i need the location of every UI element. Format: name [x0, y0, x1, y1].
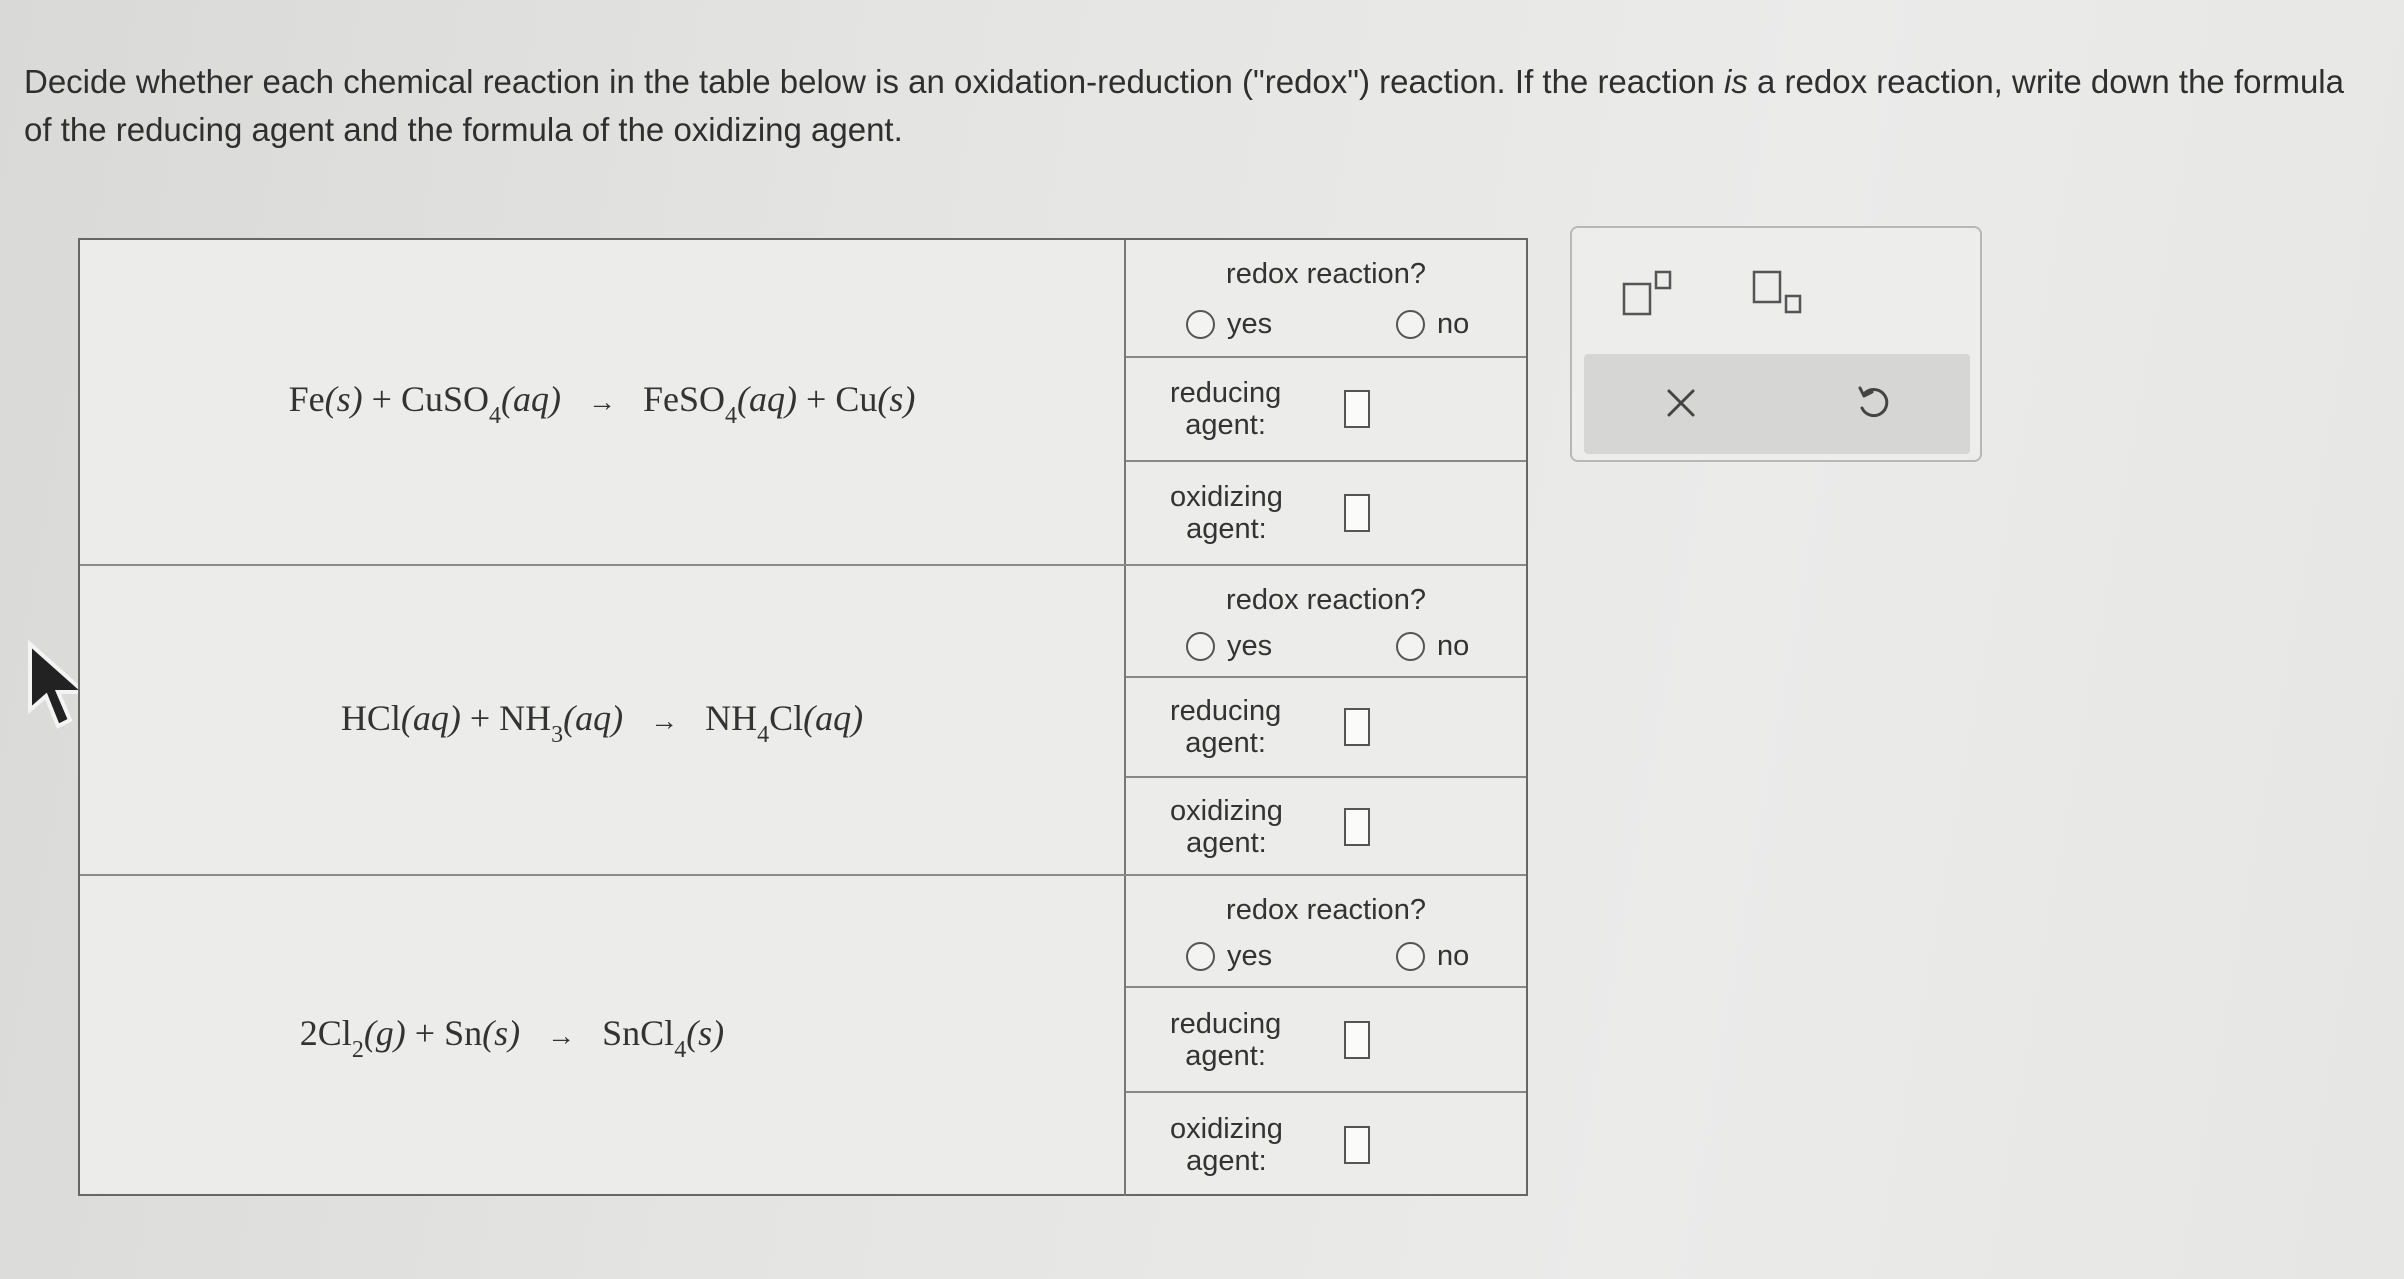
radio-button[interactable]: [1396, 942, 1425, 971]
redox-yes-option-2[interactable]: yes: [1186, 630, 1272, 663]
close-icon[interactable]: [1656, 378, 1706, 428]
reducing-agent-row-2: [1126, 678, 1526, 778]
reducing-agent-row-1: [1126, 358, 1526, 462]
equation-cell-2: [80, 566, 1126, 876]
radio-button[interactable]: [1396, 632, 1425, 661]
equation-1: Fe(s) + CuSO$_4$(aq) → FeSO$_4$(aq) + Cu(s): [288, 378, 916, 430]
oxidizing-agent-label: oxidizing agent:: [1170, 1112, 1283, 1177]
redox-question-label: redox reaction?: [1226, 584, 1426, 616]
equation-cell-3: [80, 876, 1126, 1196]
oxidizing-agent-row-1: [1126, 462, 1526, 564]
redox-question-label: redox reaction?: [1226, 258, 1426, 290]
tool-action-bar: [1584, 354, 1970, 454]
reaction-row-3: [80, 874, 1526, 1196]
formula-tool-panel: [1570, 226, 1982, 462]
radio-button[interactable]: [1396, 310, 1425, 339]
redox-yes-option-3[interactable]: yes: [1186, 940, 1272, 973]
answer-panel-3: [1126, 876, 1526, 1196]
oxidizing-agent-input-3[interactable]: [1344, 1126, 1370, 1164]
redox-no-option-3[interactable]: no: [1396, 940, 1469, 973]
oxidizing-agent-row-3: [1126, 1093, 1526, 1196]
equation-3: $2Cl_2(g) + Sn(s)$ → SnCl$_4$(s): [299, 1012, 725, 1064]
redox-no-option-1[interactable]: no: [1396, 308, 1469, 341]
redox-yes-option-1[interactable]: yes: [1186, 308, 1272, 341]
oxidizing-agent-input-1[interactable]: [1344, 494, 1370, 532]
oxidizing-agent-label: oxidizing agent:: [1170, 795, 1283, 859]
redox-no-option-2[interactable]: no: [1396, 630, 1469, 663]
redox-question-3: [1126, 876, 1526, 988]
subscript-icon[interactable]: [1750, 268, 1810, 318]
answer-panel-2: [1126, 566, 1526, 876]
answer-panel-1: [1126, 240, 1526, 564]
instructions-text-1: Decide whether each chemical reaction in the table below is an oxidation-reduction ("redox") reaction. If the reaction: [24, 63, 1725, 100]
redox-question-label: redox reaction?: [1226, 894, 1426, 926]
reducing-agent-label: reducing agent:: [1170, 1007, 1282, 1072]
reaction-row-1: [80, 240, 1526, 564]
reducing-agent-input-2[interactable]: [1344, 708, 1370, 746]
instructions-text-2: a redox reaction, write down the formula of the reducing agent and the formula of the oxidizing agent.: [24, 63, 2344, 148]
reducing-agent-label: reducing agent:: [1170, 695, 1282, 759]
reaction-row-2: [80, 564, 1526, 876]
reducing-agent-input-3[interactable]: [1344, 1021, 1370, 1059]
reducing-agent-input-1[interactable]: [1344, 390, 1370, 428]
equation-2: $HCl(aq) + NH_3(aq) \to NH_4Cl(aq)$: [340, 697, 864, 749]
redox-question-1: [1126, 240, 1526, 358]
reaction-table: [78, 238, 1528, 1196]
undo-icon[interactable]: [1848, 378, 1898, 428]
oxidizing-agent-label: oxidizing agent:: [1170, 481, 1283, 545]
instructions-emphasis: is: [1724, 63, 1748, 100]
instructions: [24, 58, 2364, 154]
oxidizing-agent-row-2: [1126, 778, 1526, 876]
radio-button[interactable]: [1186, 632, 1215, 661]
equation-cell-1: [80, 240, 1126, 564]
radio-button[interactable]: [1186, 310, 1215, 339]
radio-button[interactable]: [1186, 942, 1215, 971]
superscript-icon[interactable]: [1620, 268, 1680, 318]
redox-question-2: [1126, 566, 1526, 678]
reducing-agent-row-3: [1126, 988, 1526, 1093]
reducing-agent-label: reducing agent:: [1170, 377, 1282, 441]
oxidizing-agent-input-2[interactable]: [1344, 808, 1370, 846]
